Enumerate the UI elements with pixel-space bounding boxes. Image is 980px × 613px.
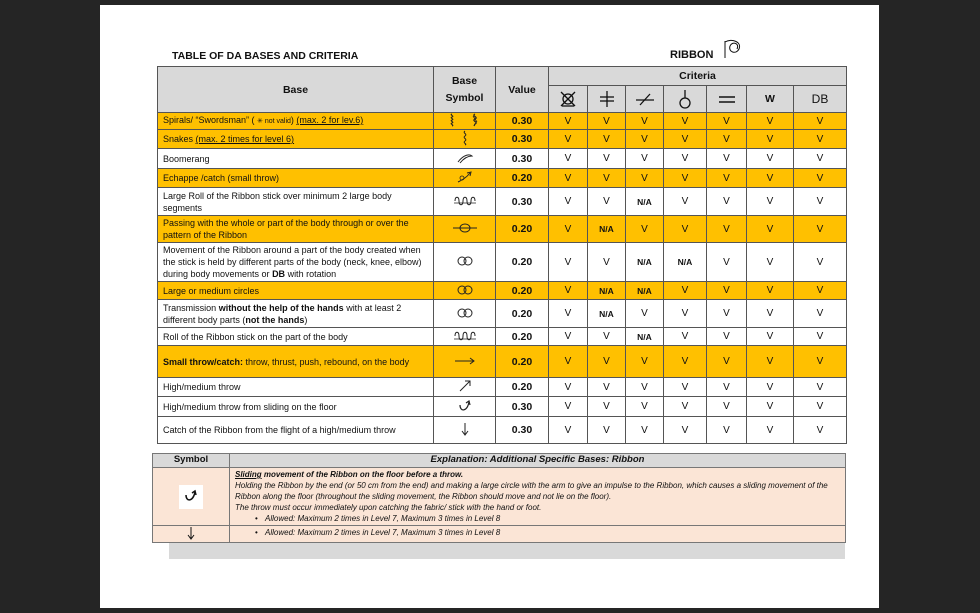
base-name-cell bbox=[158, 113, 434, 130]
criteria-cell: V bbox=[549, 113, 588, 130]
criteria-cell: V bbox=[549, 243, 588, 282]
base-symbol-header-text: Base Symbol bbox=[445, 74, 484, 104]
criteria-body-circle-icon bbox=[664, 86, 707, 113]
base-name-text: not the hands bbox=[245, 314, 305, 325]
criteria-cell: V bbox=[664, 216, 707, 243]
base-name-text: Small throw/catch: bbox=[163, 356, 244, 367]
criteria-cell: V bbox=[794, 216, 847, 243]
symbol-column-header: Symbol bbox=[153, 454, 230, 468]
value-cell: 0.30 bbox=[496, 188, 549, 216]
bases-table-body bbox=[158, 113, 847, 444]
table-row bbox=[158, 149, 847, 169]
criteria-cell: V bbox=[626, 113, 664, 130]
criteria-cell: V bbox=[626, 216, 664, 243]
criteria-cell: V bbox=[794, 113, 847, 130]
criteria-cell: N/A bbox=[588, 216, 626, 243]
criteria-cell: V bbox=[707, 417, 747, 444]
base-name-text: (max. 2 times for level 6) bbox=[195, 134, 295, 144]
value-cell: 0.20 bbox=[496, 243, 549, 282]
criteria-cell: V bbox=[588, 149, 626, 169]
base-name-text: Roll of the Ribbon stick on the part of the body bbox=[163, 331, 348, 342]
base-name-cell bbox=[158, 130, 434, 149]
base-header: Base bbox=[158, 67, 434, 113]
criteria-cell: V bbox=[747, 149, 794, 169]
base-name-text: throw, thrust, push, rebound, on the body bbox=[243, 356, 410, 367]
criteria-cell: V bbox=[794, 188, 847, 216]
value-cell: 0.20 bbox=[496, 300, 549, 328]
criteria-cell: V bbox=[626, 397, 664, 417]
criteria-cell: V bbox=[747, 282, 794, 300]
sliding-throw-icon bbox=[434, 397, 496, 417]
criteria-cell: V bbox=[747, 417, 794, 444]
criteria-cell: V bbox=[664, 149, 707, 169]
value-cell: 0.30 bbox=[496, 397, 549, 417]
criteria-cell: V bbox=[707, 188, 747, 216]
explanation-text-cell-2 bbox=[230, 526, 846, 543]
criteria-cell: V bbox=[549, 300, 588, 328]
base-name-text: Echappe /catch (small throw) bbox=[163, 173, 280, 183]
criteria-cell: V bbox=[707, 300, 747, 328]
table-row bbox=[158, 397, 847, 417]
table-row bbox=[158, 346, 847, 378]
value-cell: 0.30 bbox=[496, 149, 549, 169]
value-cell: 0.30 bbox=[496, 130, 549, 149]
criteria-cell: V bbox=[588, 130, 626, 149]
criteria-cell: V bbox=[707, 216, 747, 243]
criteria-w-header bbox=[747, 86, 794, 113]
criteria-cell: V bbox=[664, 397, 707, 417]
base-name-text: ) bbox=[304, 314, 308, 325]
table-row bbox=[158, 188, 847, 216]
base-name-cell bbox=[158, 188, 434, 216]
criteria-cell: V bbox=[747, 300, 794, 328]
criteria-cell: V bbox=[707, 378, 747, 397]
criteria-cell: V bbox=[747, 113, 794, 130]
criteria-cell: V bbox=[747, 397, 794, 417]
base-name-text: without the help of the hands bbox=[218, 302, 344, 313]
table-row bbox=[158, 417, 847, 444]
criteria-cell: V bbox=[626, 417, 664, 444]
base-name-cell bbox=[158, 397, 434, 417]
criteria-cell: V bbox=[664, 130, 707, 149]
criteria-cell: V bbox=[626, 300, 664, 328]
base-name-cell bbox=[158, 378, 434, 397]
explanation-text-cell bbox=[230, 468, 846, 526]
criteria-cell: V bbox=[794, 243, 847, 282]
criteria-cross-axis-icon bbox=[588, 86, 626, 113]
explanation-para-2: The throw must occur immediately upon catching the fabric/ stick with the hand or foot. bbox=[235, 503, 542, 512]
base-name-text: with rotation bbox=[285, 269, 337, 279]
criteria-cell: V bbox=[549, 397, 588, 417]
transmission-icon bbox=[434, 300, 496, 328]
explanation-para-1: Holding the Ribbon by the end (or 50 cm from the end) and making a large circle with the arm to give an impulse to the Ribbon, which causes a sliding movement of the Ribbon along the floor (throughout the sliding movement, the Ribbon should move and not lie on the floor). bbox=[235, 481, 828, 501]
criteria-cell: V bbox=[549, 417, 588, 444]
table-row bbox=[158, 378, 847, 397]
criteria-cell: V bbox=[747, 130, 794, 149]
apparatus-label: RIBBON bbox=[670, 49, 714, 61]
table-row bbox=[158, 216, 847, 243]
base-name-cell bbox=[158, 243, 434, 282]
criteria-cell: V bbox=[664, 378, 707, 397]
criteria-cell: V bbox=[626, 149, 664, 169]
criteria-cell: V bbox=[707, 130, 747, 149]
base-name-text: Large Roll of the Ribbon stick over minimum 2 large body segments bbox=[163, 190, 392, 213]
criteria-cell: V bbox=[626, 130, 664, 149]
criteria-cell: V bbox=[588, 346, 626, 378]
criteria-cell: V bbox=[794, 300, 847, 328]
table-row bbox=[158, 130, 847, 149]
document-title: TABLE OF DA BASES AND CRITERIA bbox=[172, 50, 359, 62]
w-label: W bbox=[765, 93, 775, 105]
criteria-cell: V bbox=[664, 282, 707, 300]
table-row bbox=[158, 328, 847, 346]
base-name-text: High/medium throw from sliding on the floor bbox=[163, 401, 337, 412]
criteria-floor-icon bbox=[707, 86, 747, 113]
criteria-cell: V bbox=[549, 378, 588, 397]
criteria-cell: V bbox=[747, 243, 794, 282]
criteria-cell: V bbox=[794, 346, 847, 378]
criteria-cell: V bbox=[588, 113, 626, 130]
criteria-cell: V bbox=[664, 346, 707, 378]
base-name-text: Large or medium circles bbox=[163, 285, 260, 296]
value-cell: 0.20 bbox=[496, 216, 549, 243]
base-name-cell bbox=[158, 216, 434, 243]
criteria-cell: V bbox=[707, 397, 747, 417]
criteria-cell: V bbox=[664, 188, 707, 216]
criteria-cell: V bbox=[747, 346, 794, 378]
explanation-header: Explanation: Additional Specific Bases: Ribbon bbox=[230, 454, 846, 468]
criteria-cell: V bbox=[794, 378, 847, 397]
base-name-text: (max. 2 for lev.6) bbox=[296, 115, 364, 125]
table-row bbox=[158, 282, 847, 300]
criteria-cell: V bbox=[747, 378, 794, 397]
lead-bold: Sliding bbox=[235, 470, 262, 479]
criteria-cell: V bbox=[707, 243, 747, 282]
criteria-cell: V bbox=[664, 169, 707, 188]
criteria-cell: V bbox=[626, 378, 664, 397]
value-header: Value bbox=[496, 67, 549, 113]
criteria-cell: V bbox=[549, 328, 588, 346]
base-name-text: Spirals/ “Swordsman” ( bbox=[163, 115, 258, 125]
db-label: DB bbox=[811, 92, 829, 106]
criteria-cell: N/A bbox=[588, 300, 626, 328]
spiral-icon bbox=[434, 113, 496, 130]
table-shadow bbox=[169, 541, 845, 559]
base-name-text: Boomerang bbox=[163, 153, 210, 164]
criteria-cell: V bbox=[549, 188, 588, 216]
table-row bbox=[158, 113, 847, 130]
base-name-cell bbox=[158, 346, 434, 378]
criteria-cell: V bbox=[664, 113, 707, 130]
criteria-cell: V bbox=[794, 130, 847, 149]
base-name-text: Transmission bbox=[163, 302, 219, 313]
base-name-cell bbox=[158, 328, 434, 346]
criteria-cell: N/A bbox=[626, 282, 664, 300]
criteria-slash-line-icon bbox=[626, 86, 664, 113]
criteria-cell: V bbox=[588, 328, 626, 346]
value-cell: 0.20 bbox=[496, 328, 549, 346]
criteria-cell: N/A bbox=[664, 243, 707, 282]
criteria-cell: V bbox=[664, 300, 707, 328]
base-name-cell bbox=[158, 300, 434, 328]
right-arrow-icon bbox=[434, 346, 496, 378]
document-page bbox=[100, 5, 879, 608]
wrap-icon bbox=[434, 243, 496, 282]
criteria-cell: V bbox=[549, 149, 588, 169]
criteria-cell: V bbox=[747, 188, 794, 216]
criteria-cell: N/A bbox=[626, 328, 664, 346]
criteria-cell: V bbox=[549, 282, 588, 300]
criteria-cell: V bbox=[588, 378, 626, 397]
table-row bbox=[158, 169, 847, 188]
criteria-db-header bbox=[794, 86, 847, 113]
criteria-cell: V bbox=[549, 346, 588, 378]
lead-rest: movement of the Ribbon on the floor before a throw. bbox=[261, 470, 464, 479]
criteria-cell: V bbox=[707, 113, 747, 130]
criteria-cell: V bbox=[588, 243, 626, 282]
value-cell: 0.30 bbox=[496, 417, 549, 444]
base-name-text: DB bbox=[272, 269, 286, 279]
criteria-cell: V bbox=[794, 149, 847, 169]
criteria-cell: V bbox=[794, 397, 847, 417]
value-cell: 0.20 bbox=[496, 282, 549, 300]
boomerang-icon bbox=[434, 149, 496, 169]
value-cell: 0.30 bbox=[496, 113, 549, 130]
explanation-bullet-2: • Allowed: Maximum 2 times in Level 7, Maximum 3 times in Level 8 bbox=[235, 527, 840, 538]
echappe-icon bbox=[434, 169, 496, 188]
criteria-cell: V bbox=[664, 417, 707, 444]
value-cell: 0.20 bbox=[496, 378, 549, 397]
criteria-cell: N/A bbox=[626, 243, 664, 282]
base-name-text: with at least 2 different body parts ( bbox=[163, 302, 402, 325]
criteria-cell: N/A bbox=[588, 282, 626, 300]
base-name-text: ) bbox=[290, 115, 297, 125]
criteria-cell: V bbox=[794, 417, 847, 444]
criteria-cell: V bbox=[626, 346, 664, 378]
base-name-text: Movement of the Ribbon around a part of the body created when the stick is held by different parts of the body (neck, knee, elbow) during body movements or bbox=[163, 245, 422, 279]
explanation-table bbox=[152, 453, 846, 543]
criteria-cell: V bbox=[747, 169, 794, 188]
base-name-cell bbox=[158, 417, 434, 444]
base-name-cell bbox=[158, 149, 434, 169]
criteria-eye-crossed-icon bbox=[549, 86, 588, 113]
criteria-cell: V bbox=[707, 282, 747, 300]
criteria-cell: V bbox=[707, 346, 747, 378]
criteria-cell: V bbox=[747, 216, 794, 243]
criteria-cell: V bbox=[588, 417, 626, 444]
large-roll-icon bbox=[434, 188, 496, 216]
circles-icon bbox=[434, 282, 496, 300]
bases-table bbox=[157, 66, 847, 444]
criteria-cell: V bbox=[707, 328, 747, 346]
criteria-cell: V bbox=[588, 188, 626, 216]
base-name-text: Catch of the Ribbon from the flight of a high/medium throw bbox=[163, 425, 396, 435]
down-arrow-icon bbox=[434, 417, 496, 444]
base-name-text: ✳ not valid bbox=[257, 118, 291, 125]
explanation-symbol-cell-2 bbox=[153, 526, 230, 543]
passing-icon bbox=[434, 216, 496, 243]
ribbon-apparatus-icon bbox=[722, 38, 746, 60]
criteria-cell: V bbox=[664, 328, 707, 346]
value-cell: 0.20 bbox=[496, 169, 549, 188]
base-name-text: Passing with the whole or part of the body through or over the pattern of the Ribbon bbox=[163, 218, 409, 240]
criteria-cell: V bbox=[549, 169, 588, 188]
table-row bbox=[158, 300, 847, 328]
criteria-cell: V bbox=[588, 169, 626, 188]
criteria-header: Criteria bbox=[549, 67, 847, 86]
criteria-cell: V bbox=[707, 149, 747, 169]
diagonal-arrow-icon bbox=[434, 378, 496, 397]
base-name-text: Snakes bbox=[163, 134, 196, 144]
roll-icon bbox=[434, 328, 496, 346]
criteria-cell: V bbox=[794, 282, 847, 300]
explanation-symbol-cell bbox=[153, 468, 230, 526]
criteria-cell: V bbox=[626, 169, 664, 188]
table-row bbox=[158, 243, 847, 282]
down-arrow-icon bbox=[186, 526, 196, 540]
base-name-cell bbox=[158, 169, 434, 188]
criteria-cell: V bbox=[794, 328, 847, 346]
criteria-cell: V bbox=[588, 397, 626, 417]
criteria-cell: V bbox=[549, 130, 588, 149]
criteria-cell: V bbox=[549, 216, 588, 243]
criteria-cell: V bbox=[747, 328, 794, 346]
base-name-cell bbox=[158, 282, 434, 300]
explanation-bullet-1: • Allowed: Maximum 2 times in Level 7, Maximum 3 times in Level 8 bbox=[235, 513, 840, 524]
criteria-cell: V bbox=[794, 169, 847, 188]
base-name-text: High/medium throw bbox=[163, 382, 241, 392]
criteria-cell: N/A bbox=[626, 188, 664, 216]
sliding-throw-icon bbox=[179, 485, 203, 509]
criteria-cell: V bbox=[707, 169, 747, 188]
base-symbol-header bbox=[434, 67, 496, 113]
explanation-lead bbox=[235, 469, 840, 480]
value-cell: 0.20 bbox=[496, 346, 549, 378]
snake-icon bbox=[434, 130, 496, 149]
